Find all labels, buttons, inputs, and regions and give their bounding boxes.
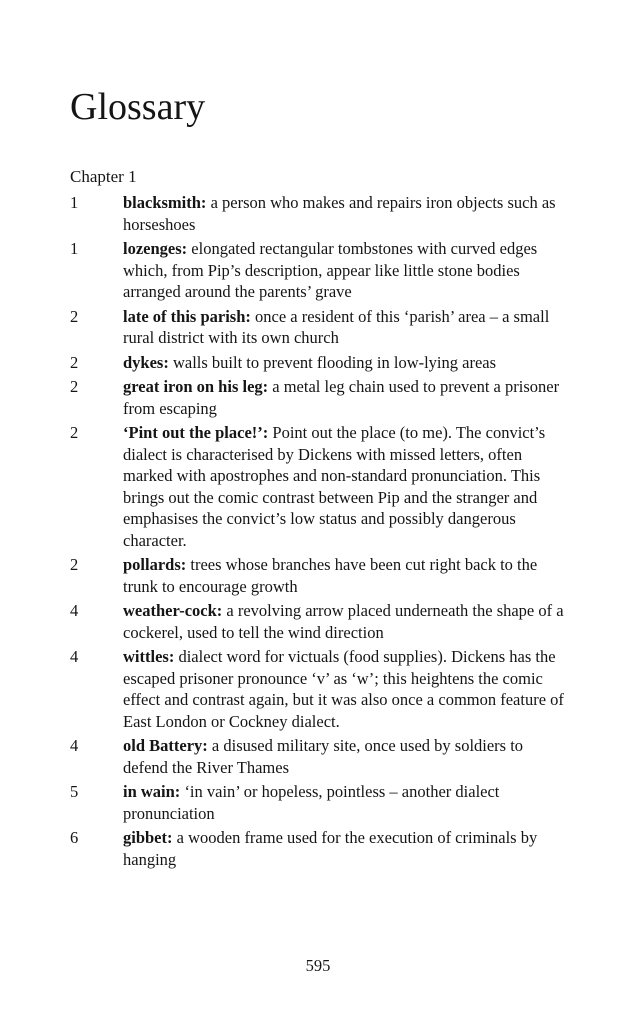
entry-text <box>123 238 568 303</box>
glossary-list <box>70 192 568 870</box>
entry-page-ref: 6 <box>70 828 79 847</box>
entry-definition: elongated rectangular tombstones with curved edges which, from Pip’s description, appear like little stone bodies arranged around the parents’ grave <box>123 239 538 301</box>
glossary-entry <box>70 238 568 303</box>
entry-term: dykes: <box>123 352 169 372</box>
entry-text <box>123 306 568 349</box>
entry-page-ref: 2 <box>70 352 79 372</box>
entry-term: weather-cock: <box>123 601 223 620</box>
entry-page-ref: 2 <box>70 377 79 396</box>
entry-definition: a revolving arrow placed underneath the shape of a cockerel, used to tell the wind direction <box>123 601 564 642</box>
entry-term: pollards: <box>123 555 187 574</box>
entry-definition: a wooden frame used for the execution of criminals by hanging <box>123 828 538 869</box>
glossary-entry <box>70 735 568 778</box>
glossary-entry <box>70 352 568 374</box>
entry-page-ref: 5 <box>70 782 79 801</box>
entry-term: late of this parish: <box>123 306 251 326</box>
entry-term: lozenges: <box>123 239 188 258</box>
entry-term: ‘Pint out the place!’: <box>123 423 269 442</box>
entry-definition: a person who makes and repairs iron objects such as horseshoes <box>123 193 556 234</box>
entry-definition: a disused military site, once used by soldiers to defend the River Thames <box>123 736 524 777</box>
entry-term: wittles: <box>123 647 175 666</box>
entry-definition: trees whose branches have been cut right back to the trunk to encourage growth <box>123 555 538 596</box>
entry-text <box>123 352 568 374</box>
entry-term: gibbet: <box>123 828 173 847</box>
entry-page-ref: 1 <box>70 239 79 258</box>
glossary-entry <box>70 554 568 597</box>
entry-page-ref: 1 <box>70 193 79 212</box>
glossary-entry <box>70 422 568 551</box>
entry-page-ref: 2 <box>70 423 79 442</box>
glossary-entry <box>70 192 568 235</box>
entry-definition: once a resident of this ‘parish’ area – a small rural district with its own church <box>123 306 550 347</box>
entry-page-ref: 2 <box>70 555 79 574</box>
entry-definition: Point out the place (to me). The convict’s dialect is characterised by Dickens with missed letters, often marked with apostrophes and non-standard pronunciation. This brings out the comic contrast between Pip and the stranger and emphasises the convict’s low status and possibly dangerous character. <box>123 423 546 550</box>
entry-text <box>123 735 568 778</box>
entry-text <box>123 600 568 643</box>
entry-page-ref: 4 <box>70 601 79 620</box>
entry-term: in wain: <box>123 782 181 801</box>
entry-text <box>123 192 568 235</box>
entry-page-ref: 4 <box>70 736 79 755</box>
glossary-entry <box>70 781 568 824</box>
glossary-entry <box>70 827 568 870</box>
entry-definition: dialect word for victuals (food supplies). Dickens has the escaped prisoner pronounce ‘v’ as ‘w’; this heightens the comic effect and contrast again, but it was also once a common feature of East London or Cockney dialect. <box>123 647 564 731</box>
entry-text <box>123 781 568 824</box>
entry-term: old Battery: <box>123 736 208 755</box>
page-number: 595 <box>305 956 331 975</box>
entry-definition: a metal leg chain used to prevent a prisoner from escaping <box>123 377 560 418</box>
entry-text <box>123 376 568 419</box>
glossary-entry <box>70 376 568 419</box>
entry-definition: walls built to prevent flooding in low-lying areas <box>172 352 497 372</box>
glossary-entry <box>70 600 568 643</box>
glossary-entry <box>70 306 568 349</box>
entry-term: blacksmith: <box>123 193 207 212</box>
page-title: Glossary <box>70 86 206 128</box>
entry-page-ref: 2 <box>70 306 79 326</box>
glossary-entry <box>70 646 568 732</box>
entry-term: great iron on his leg: <box>123 377 269 396</box>
entry-definition: ‘in vain’ or hopeless, pointless – another dialect pronunciation <box>123 782 500 823</box>
section-heading: Chapter 1 <box>70 167 137 186</box>
entry-page-ref: 4 <box>70 647 79 666</box>
entry-text <box>123 646 568 732</box>
entry-text <box>123 554 568 597</box>
entry-text <box>123 827 568 870</box>
entry-text <box>123 422 568 551</box>
